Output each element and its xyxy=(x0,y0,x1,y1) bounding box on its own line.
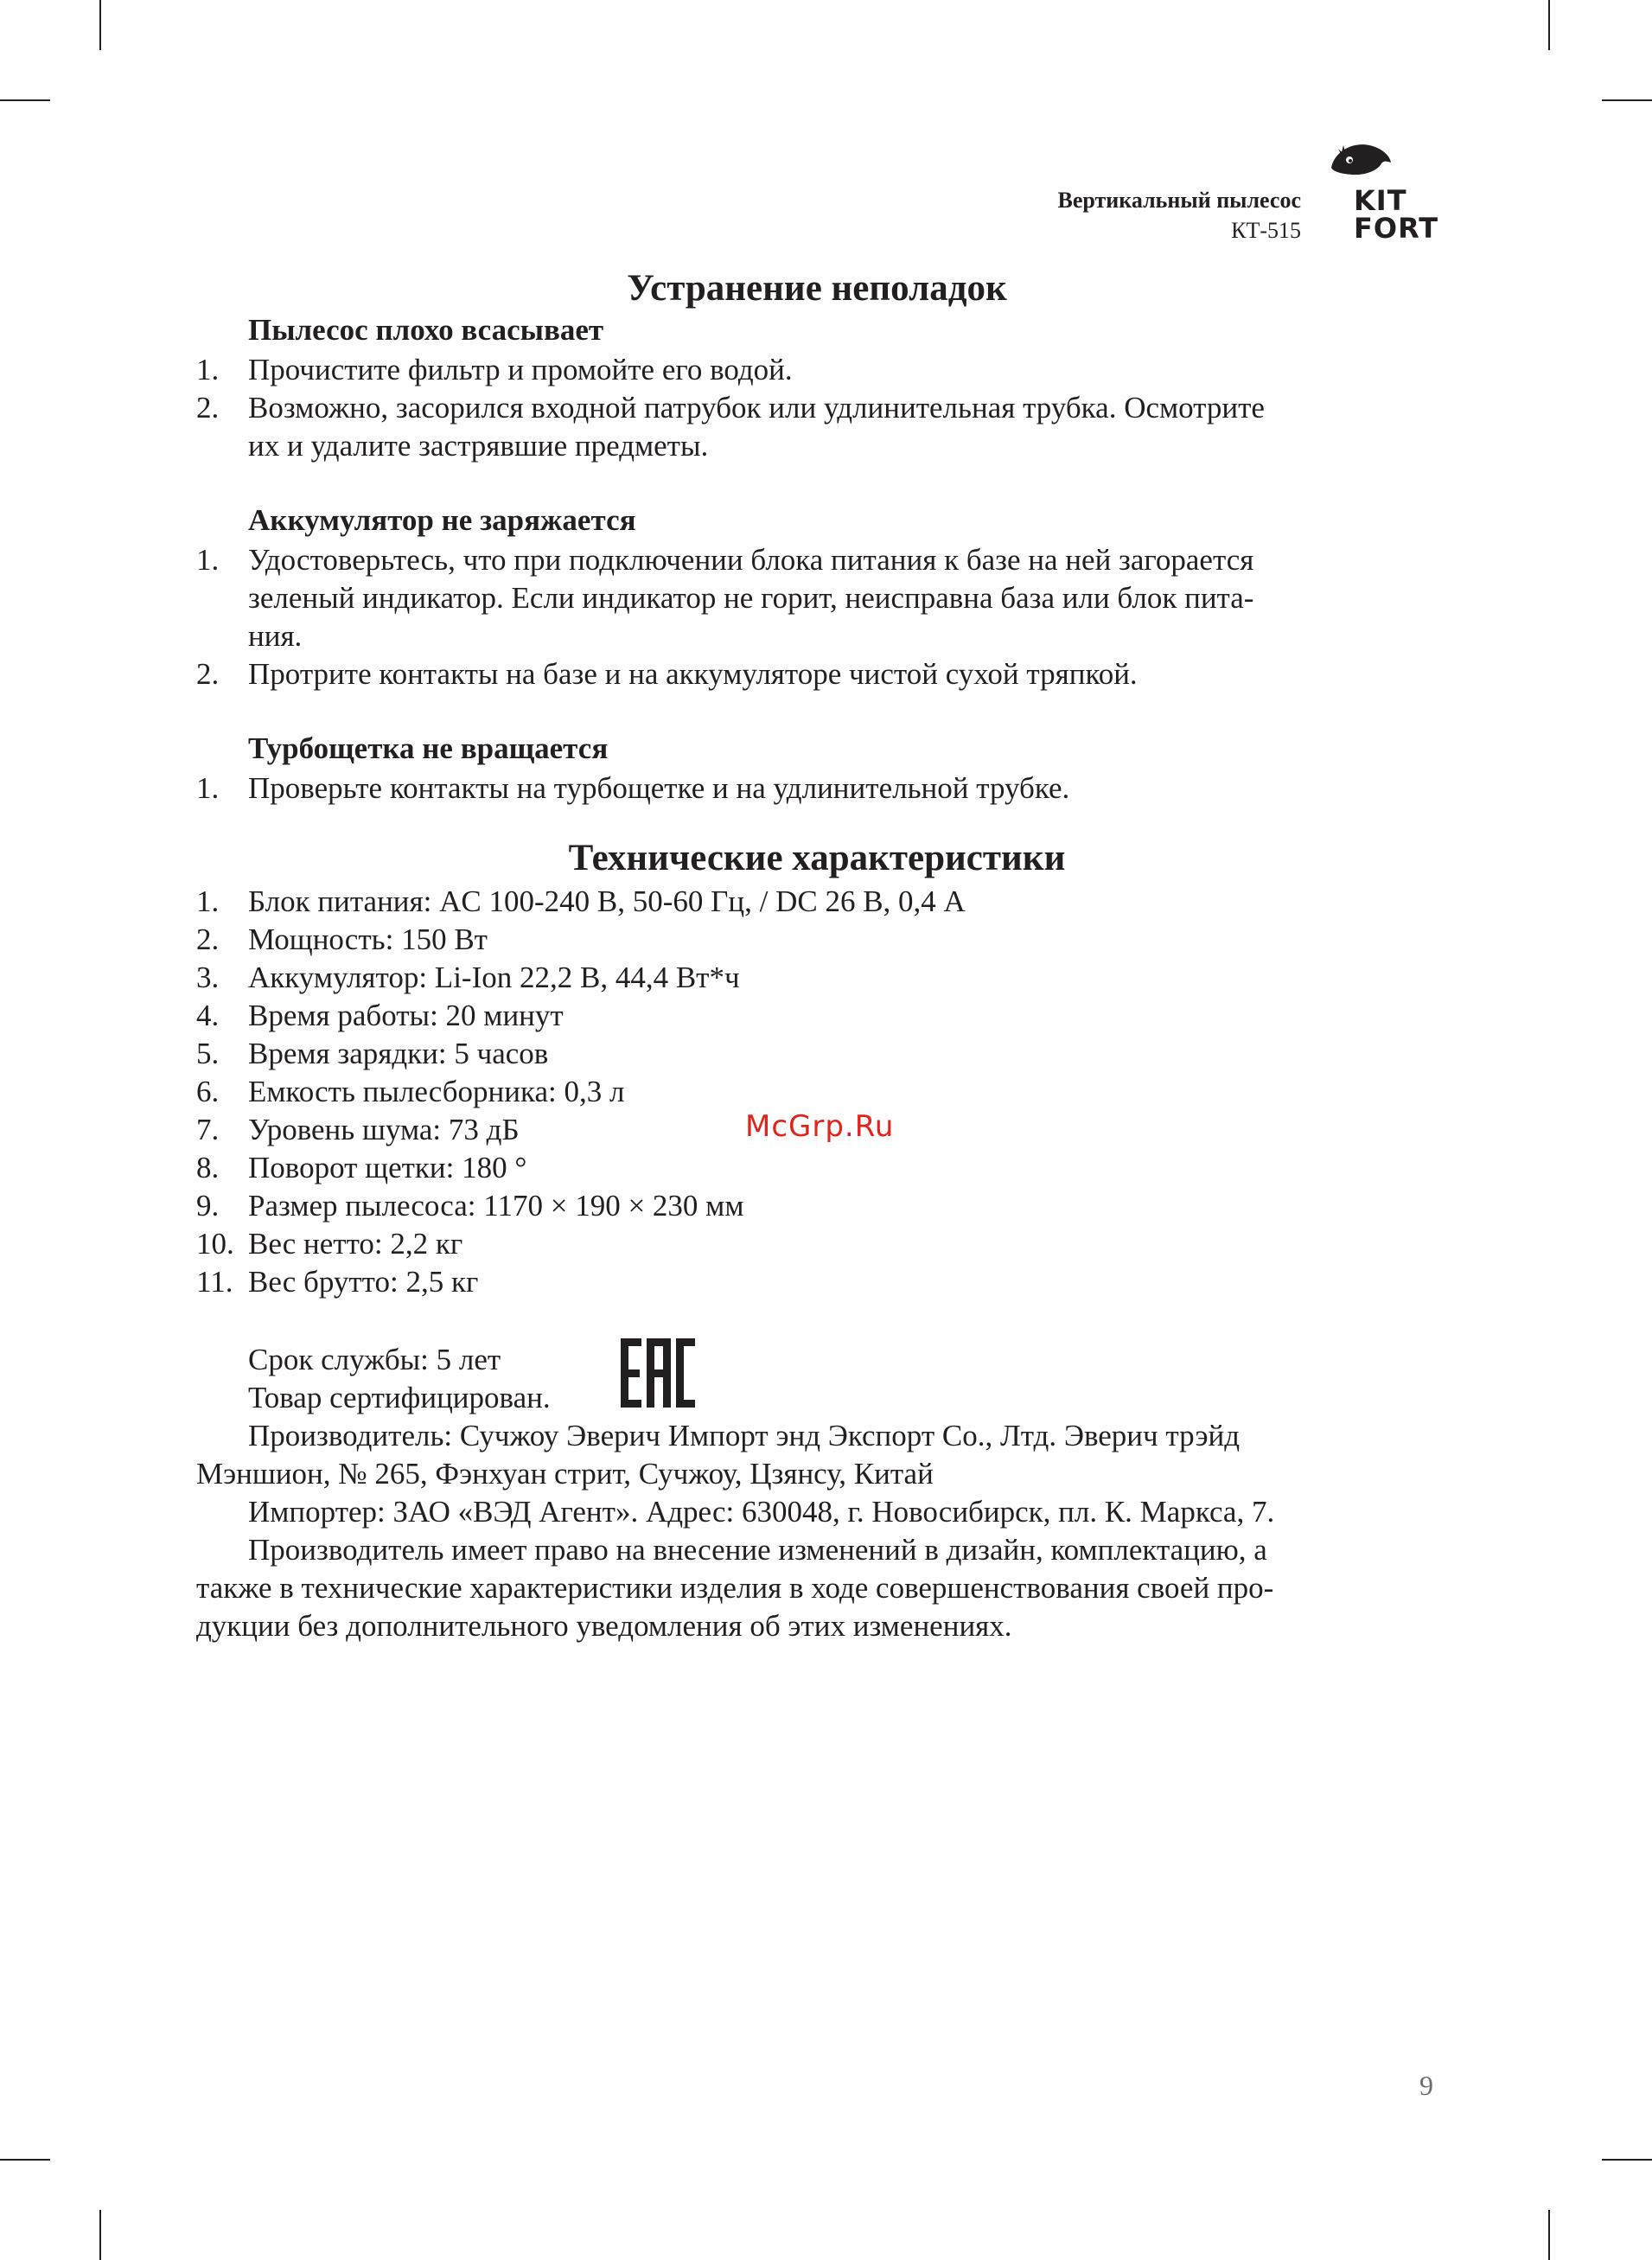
crop-mark xyxy=(0,99,50,101)
header-model: КТ-515 xyxy=(1231,218,1301,244)
spec-item: 10. Вес нетто: 2,2 кг xyxy=(196,1227,463,1261)
spec-item: 5. Время зарядки: 5 часов xyxy=(196,1037,549,1070)
crop-mark xyxy=(1602,2159,1652,2161)
section-title: Аккумулятор не заряжается xyxy=(248,503,636,537)
spec-item: 6. Емкость пылесборника: 0,3 л xyxy=(196,1075,625,1108)
watermark: McGrp.Ru xyxy=(745,1109,895,1144)
page-number: 9 xyxy=(1419,2070,1433,2101)
header-title: Вертикальный пылесос xyxy=(1057,188,1301,213)
crop-mark xyxy=(1602,99,1652,101)
crop-mark xyxy=(0,2159,50,2161)
whale-icon xyxy=(1326,137,1395,180)
list-item: 2. Протрите контакты на базе и на аккумуляторе чистой сухой тряпкой. xyxy=(196,657,1138,691)
troubleshooting-title: Устранение неполадок xyxy=(627,268,1007,309)
crop-mark xyxy=(1548,2210,1550,2260)
specs-title: Технические характеристики xyxy=(568,838,1066,878)
spec-item: 8. Поворот щетки: 180 ° xyxy=(196,1151,527,1184)
running-header xyxy=(1058,185,1301,246)
crop-mark xyxy=(99,2210,101,2260)
crop-mark xyxy=(1548,0,1550,50)
certified: Товар сертифицирован. xyxy=(248,1381,551,1414)
manufacturer: Производитель: Сучжоу Эверич Импорт энд Экспорт Со., Лтд. Эверич трэйд Мэншион, № 265, Фэнхуан стрит, Сучжоу, Цзянсу, Китай xyxy=(196,1419,1241,1491)
crop-mark xyxy=(99,0,101,50)
list-item: 1. Удостоверьтесь, что при подключении блока питания к базе на ней загорается зеленый индикатор. Если индикатор не горит, неисправна база или блок пита- ния. xyxy=(196,543,1254,653)
spec-item: 11. Вес брутто: 2,5 кг xyxy=(196,1265,479,1299)
spec-item: 1. Блок питания: AC 100-240 В, 50-60 Гц, / DC 26 В, 0,4 А xyxy=(196,884,966,918)
rights-notice: Производитель имеет право на внесение изменений в дизайн, комплектацию, а также в технические характеристики изделия в ходе совершенствования своей про- дукции без дополнительного уведомления об этих изменениях. xyxy=(196,1533,1274,1643)
list-item: 1. Проверьте контакты на турбощетке и на удлинительной трубке. xyxy=(196,771,1070,805)
list-item: 2. Возможно, засорился входной патрубок или удлинительная трубка. Осмотрите их и удалите застрявшие предметы. xyxy=(196,391,1265,463)
section-title: Турбощетка не вращается xyxy=(248,731,609,765)
logo-line2: FORT xyxy=(1354,212,1439,245)
spec-item: 9. Размер пылесоса: 1170 × 190 × 230 мм xyxy=(196,1189,744,1223)
logo-line1: KIT xyxy=(1354,184,1407,217)
brand-logo xyxy=(1321,137,1439,245)
eac-mark-icon xyxy=(621,1338,695,1408)
importer: Импортер: ЗАО «ВЭД Агент». Адрес: 630048, г. Новосибирск, пл. К. Маркса, 7. xyxy=(248,1495,1275,1529)
service-life: Срок службы: 5 лет xyxy=(248,1343,501,1376)
list-item: 1. Прочистите фильтр и промойте его водой. xyxy=(196,353,793,386)
section-title: Пылесос плохо всасывает xyxy=(248,313,604,347)
spec-item: 4. Время работы: 20 минут xyxy=(196,999,564,1032)
spec-item: 2. Мощность: 150 Вт xyxy=(196,923,488,956)
spec-item: 7. Уровень шума: 73 дБ xyxy=(196,1113,520,1146)
spec-item: 3. Аккумулятор: Li-Ion 22,2 В, 44,4 Вт*ч xyxy=(196,961,740,994)
